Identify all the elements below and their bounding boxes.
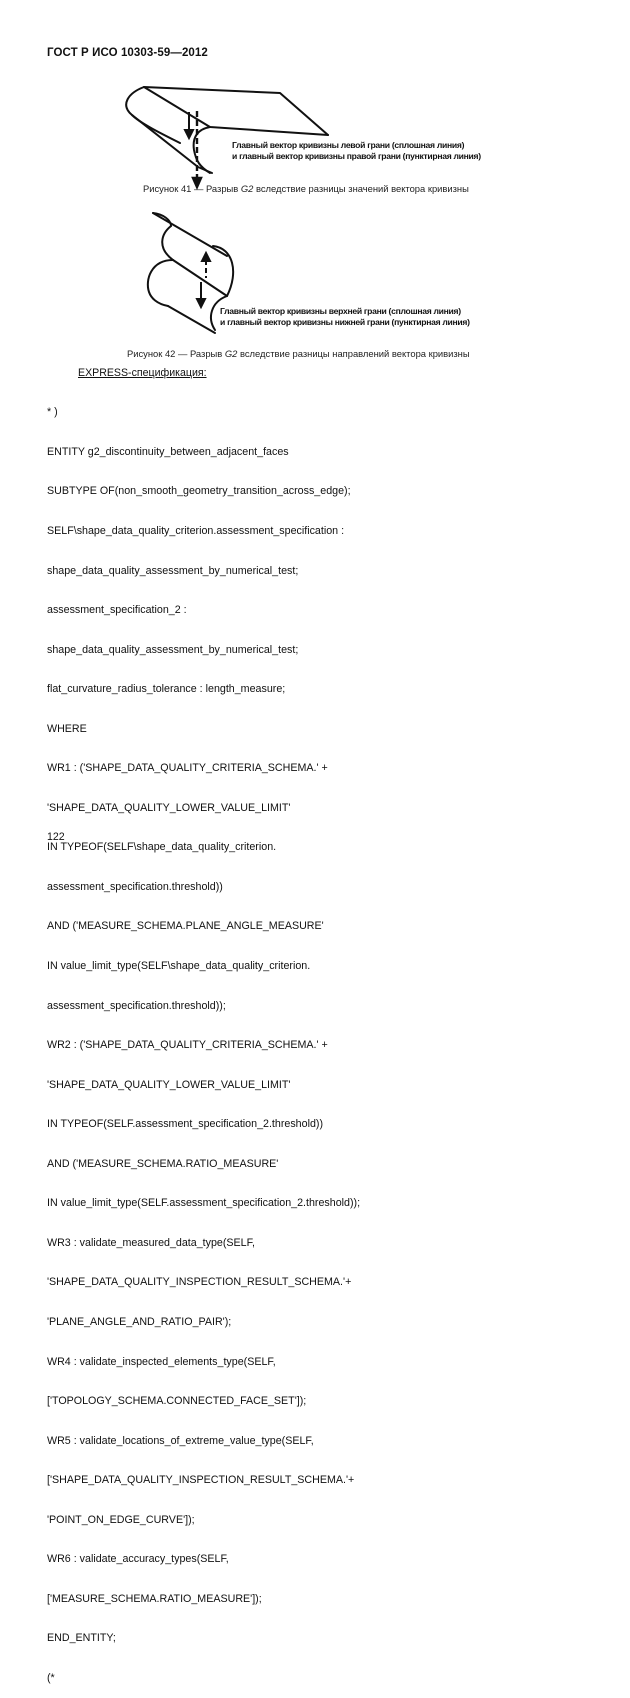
document-header: ГОСТ Р ИСО 10303-59—2012: [47, 47, 208, 59]
code-line: ['MEASURE_SCHEMA.RATIO_MEASURE']);: [47, 1592, 262, 1605]
code-line: assessment_specification.threshold));: [47, 999, 226, 1012]
code-line: IN value_limit_type(SELF.assessment_specification_2.threshold));: [47, 1197, 361, 1210]
figure-42-label-line: и главный вектор кривизны нижней грани (пунктирная линия): [220, 316, 470, 327]
figure-42-caption: Рисунок 42 — Разрыв G2 вследствие разницы направлений вектора кривизны: [127, 348, 470, 359]
code-line: ['TOPOLOGY_SCHEMA.CONNECTED_FACE_SET']);: [47, 1395, 307, 1408]
code-line: WR2 : ('SHAPE_DATA_QUALITY_CRITERIA_SCHEMA.' +: [47, 1039, 328, 1052]
code-line: WR6 : validate_accuracy_types(SELF,: [47, 1553, 229, 1566]
express-spec-title: EXPRESS-спецификация:: [78, 367, 207, 379]
code-line: WR1 : ('SHAPE_DATA_QUALITY_CRITERIA_SCHEMA.' +: [47, 762, 328, 775]
code-line: shape_data_quality_assessment_by_numerical_test;: [47, 564, 299, 577]
code-line: * ): [47, 406, 58, 419]
code-line: ['SHAPE_DATA_QUALITY_INSPECTION_RESULT_SCHEMA.'+: [47, 1474, 355, 1487]
code-line: IN value_limit_type(SELF\shape_data_quality_criterion.: [47, 960, 311, 973]
figure-41-label-line: Главный вектор кривизны левой грани (сплошная линия): [232, 140, 465, 150]
code-line: WR5 : validate_locations_of_extreme_value_type(SELF,: [47, 1434, 314, 1447]
code-line: SUBTYPE OF(non_smooth_geometry_transition_across_edge);: [47, 485, 351, 498]
code-line: WR4 : validate_inspected_elements_type(SELF,: [47, 1355, 276, 1368]
figure-41-label-line: и главный вектор кривизны правой грани (пунктирная линия): [232, 150, 481, 161]
code-line: END_ENTITY;: [47, 1632, 116, 1645]
code-line: AND ('MEASURE_SCHEMA.RATIO_MEASURE': [47, 1157, 279, 1170]
code-line: shape_data_quality_assessment_by_numerical_test;: [47, 643, 299, 656]
code-line: IN TYPEOF(SELF.assessment_specification_2.threshold)): [47, 1118, 324, 1131]
figure-42-label: [220, 306, 470, 327]
page-number: 122: [47, 831, 65, 843]
figure-42-label-line: Главный вектор кривизны верхней грани (сплошная линия): [220, 306, 461, 316]
code-line: assessment_specification.threshold)): [47, 880, 223, 893]
figure-41-label: [232, 140, 481, 161]
code-line: 'SHAPE_DATA_QUALITY_LOWER_VALUE_LIMIT': [47, 801, 291, 814]
code-line: AND ('MEASURE_SCHEMA.PLANE_ANGLE_MEASURE': [47, 920, 324, 933]
code-line: (*: [47, 1671, 55, 1684]
code-line: SELF\shape_data_quality_criterion.assessment_specification :: [47, 525, 345, 538]
figure-41-caption: Рисунок 41 — Разрыв G2 вследствие разницы значений вектора кривизны: [143, 183, 469, 194]
code-line: ENTITY g2_discontinuity_between_adjacent_faces: [47, 445, 289, 458]
code-line: 'PLANE_ANGLE_AND_RATIO_PAIR');: [47, 1315, 232, 1328]
code-line: IN TYPEOF(SELF\shape_data_quality_criterion.: [47, 841, 277, 854]
code-line: 'SHAPE_DATA_QUALITY_INSPECTION_RESULT_SCHEMA.'+: [47, 1276, 352, 1289]
code-line: WR3 : validate_measured_data_type(SELF,: [47, 1236, 255, 1249]
figure-41-drawing: [110, 75, 370, 190]
code-line: WHERE: [47, 722, 87, 735]
code-line: assessment_specification_2 :: [47, 604, 187, 617]
code-line: 'SHAPE_DATA_QUALITY_LOWER_VALUE_LIMIT': [47, 1078, 291, 1091]
code-line: flat_curvature_radius_tolerance : length_measure;: [47, 683, 286, 696]
code-line: 'POINT_ON_EDGE_CURVE']);: [47, 1513, 195, 1526]
express-code-block: [47, 380, 360, 1698]
